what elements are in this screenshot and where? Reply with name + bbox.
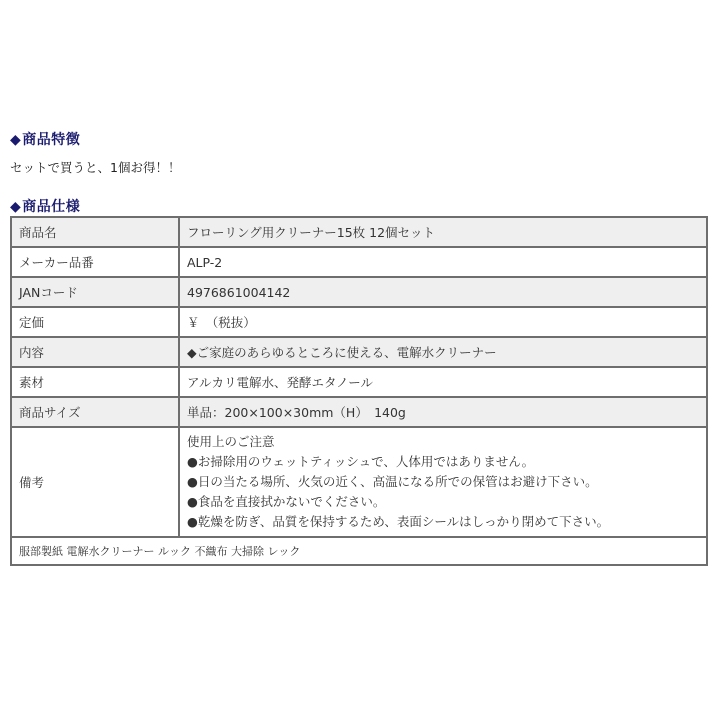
notes-title: 使用上のご注意: [187, 434, 275, 449]
row-value: アルカリ電解水、発酵エタノール: [179, 367, 707, 397]
diamond-icon: ◆: [10, 199, 22, 215]
notes-label: 備考: [11, 427, 179, 537]
features-heading-text: 商品特徴: [22, 132, 81, 148]
row-label: 定価: [11, 307, 179, 337]
row-value: ALP-2: [179, 247, 707, 277]
row-label: 商品サイズ: [11, 397, 179, 427]
diamond-icon: ◆: [10, 132, 22, 148]
footer-row: [11, 537, 707, 565]
note-item: ●お掃除用のウェットティッシュで、人体用ではありません。: [187, 454, 535, 469]
notes-row: [11, 427, 707, 537]
row-value: 単品：200×100×30mm（H） 140g: [179, 397, 707, 427]
row-value: 4976861004142: [179, 277, 707, 307]
keywords-text: 服部製紙 電解水クリーナー ルック 不織布 大掃除 レック: [11, 537, 707, 565]
table-row: [11, 397, 707, 427]
specs-heading: [10, 196, 80, 216]
row-value: フローリング用クリーナー15枚 12個セット: [179, 217, 707, 247]
table-row: [11, 307, 707, 337]
feature-text: セットで買うと、1個お得！！: [10, 160, 181, 175]
table-row: [11, 367, 707, 397]
row-label: JANコード: [11, 277, 179, 307]
row-label: 素材: [11, 367, 179, 397]
row-label: 内容: [11, 337, 179, 367]
table-row: [11, 337, 707, 367]
note-item: ●乾燥を防ぎ、品質を保持するため、表面シールはしっかり閉めて下さい。: [187, 514, 610, 529]
row-label: 商品名: [11, 217, 179, 247]
features-heading: [10, 129, 80, 149]
table-row: [11, 277, 707, 307]
note-item: ●食品を直接拭かないでください。: [187, 494, 386, 509]
specs-heading-text: 商品仕様: [22, 199, 81, 215]
spec-table: [10, 216, 708, 566]
table-row: [11, 247, 707, 277]
row-value: ￥ （税抜）: [179, 307, 707, 337]
table-row: [11, 217, 707, 247]
note-item: ●日の当たる場所、火気の近く、高温になる所での保管はお避け下さい。: [187, 474, 598, 489]
row-label: メーカー品番: [11, 247, 179, 277]
row-value: ◆ご家庭のあらゆるところに使える、電解水クリーナー: [179, 337, 707, 367]
notes-value: [179, 427, 707, 537]
